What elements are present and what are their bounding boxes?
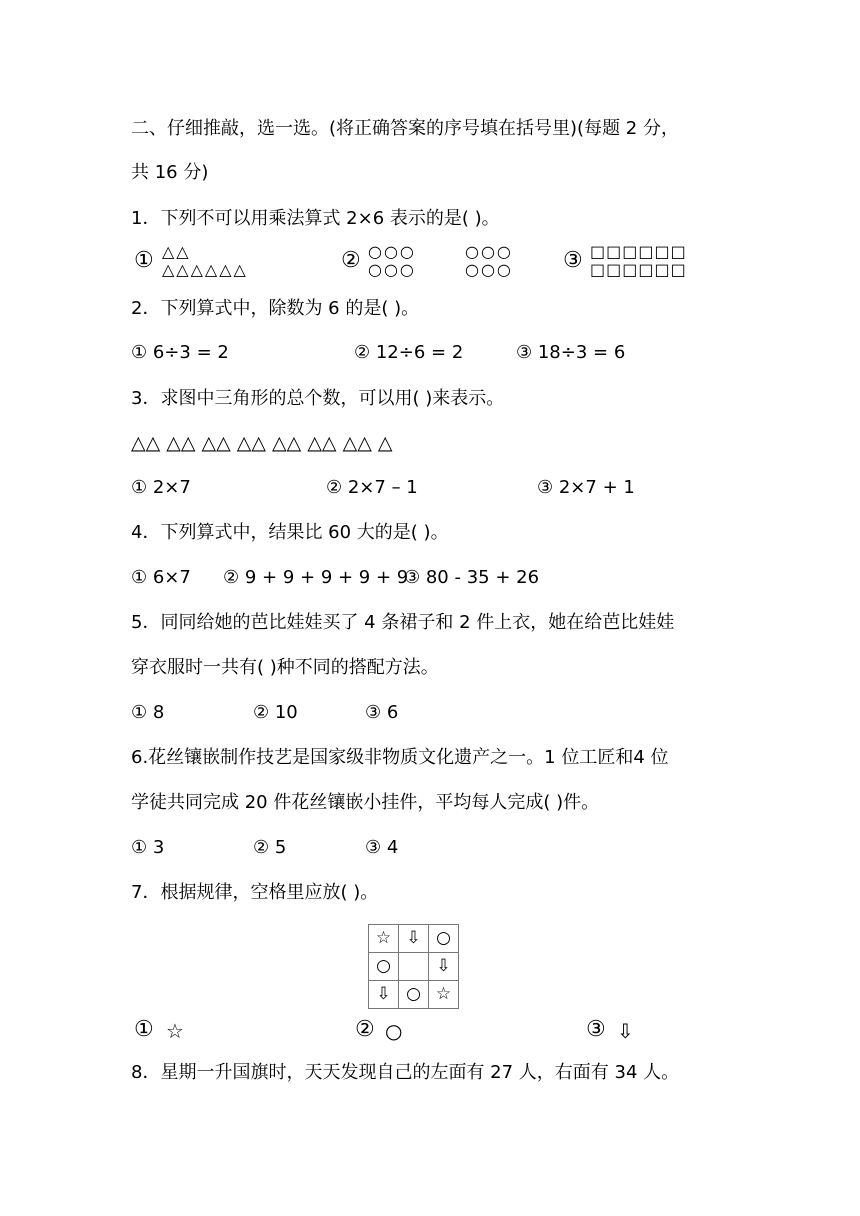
q6-option-3[interactable]: ③ 4 [365,837,399,858]
q1-option-2-circles-a-row2: ○○○ [368,260,416,279]
question-3-stem: 3．求图中三角形的总个数，可以用( )来表示。 [131,388,505,409]
section-heading-line1: 二、仔细推敲，选一选。(将正确答案的序号填在括号里)(每题 2 分， [131,118,679,139]
q4-option-3[interactable]: ③ 80 - 35 + 26 [404,567,540,588]
q1-option-3-marker[interactable]: ③ [563,248,583,273]
q7-pattern-grid [368,924,459,1009]
section-heading-line2: 共 16 分) [131,162,209,183]
grid-cell-circle-icon: ○ [429,925,459,953]
question-1-stem: 1．下列不可以用乘法算式 2×6 表示的是( )。 [131,208,500,229]
q1-option-2-circles-a-row1: ○○○ [368,242,416,261]
grid-cell-circle-icon: ○ [369,953,399,981]
grid-cell-star-icon: ☆ [429,981,459,1009]
question-5-stem-line1: 5．同同给她的芭比娃娃买了 4 条裙子和 2 件上衣，她在给芭比娃娃 [131,612,675,633]
q7-option-1-star-icon: ☆ [166,1019,184,1043]
q2-option-2[interactable]: ② 12÷6 = 2 [354,342,464,363]
q7-option-2-circle-icon: ○ [385,1019,403,1043]
q5-option-1[interactable]: ① 8 [131,702,165,723]
question-5-stem-line2: 穿衣服时一共有( )种不同的搭配方法。 [131,657,439,678]
q2-option-1[interactable]: ① 6÷3 = 2 [131,342,229,363]
q1-option-1-triangles-row2: △△△△△△ [162,260,248,279]
q4-option-1[interactable]: ① 6×7 [131,567,191,588]
q3-option-2[interactable]: ② 2×7 – 1 [326,477,418,498]
q1-option-3-squares-row2: □□□□□□ [590,260,687,279]
question-7-stem: 7．根据规律，空格里应放( )。 [131,882,379,903]
q2-option-3[interactable]: ③ 18÷3 = 6 [516,342,626,363]
grid-cell-star-icon: ☆ [369,925,399,953]
q1-option-2-circles-b-row2: ○○○ [465,260,513,279]
q1-option-2-marker[interactable]: ② [341,248,361,273]
question-6-stem-line2: 学徒共同完成 20 件花丝镶嵌小挂件，平均每人完成( )件。 [131,792,600,813]
q7-option-2-marker[interactable]: ② [355,1017,375,1042]
q3-option-1[interactable]: ① 2×7 [131,477,191,498]
q4-option-2[interactable]: ② 9 + 9 + 9 + 9 + 9 [223,567,409,588]
q5-option-2[interactable]: ② 10 [253,702,298,723]
grid-cell-down-arrow-icon: ⇩ [399,925,429,953]
q3-triangle-figure: △△ △△ △△ △△ △△ △△ △△ △ [131,432,393,454]
grid-cell-down-arrow-icon: ⇩ [369,981,399,1009]
q7-option-3-down-arrow-icon: ⇩ [617,1019,634,1043]
q1-option-2-circles-b-row1: ○○○ [465,242,513,261]
q1-option-1-marker[interactable]: ① [134,248,154,273]
grid-cell-circle-icon: ○ [399,981,429,1009]
grid-cell-blank[interactable] [399,953,429,981]
question-8-stem: 8．星期一升国旗时，天天发现自己的左面有 27 人，右面有 34 人。 [131,1062,680,1083]
question-2-stem: 2．下列算式中，除数为 6 的是( )。 [131,298,420,319]
question-6-stem-line1: 6.花丝镶嵌制作技艺是国家级非物质文化遗产之一。1 位工匠和4 位 [131,747,669,768]
q3-option-3[interactable]: ③ 2×7 + 1 [537,477,635,498]
grid-cell-down-arrow-icon: ⇩ [429,953,459,981]
q6-option-1[interactable]: ① 3 [131,837,165,858]
question-4-stem: 4．下列算式中，结果比 60 大的是( )。 [131,522,449,543]
q7-option-1-marker[interactable]: ① [134,1017,154,1042]
q6-option-2[interactable]: ② 5 [253,837,287,858]
q1-option-1-triangles-row1: △△ [162,242,191,261]
q5-option-3[interactable]: ③ 6 [365,702,399,723]
q1-option-3-squares-row1: □□□□□□ [590,242,687,261]
q7-option-3-marker[interactable]: ③ [586,1017,606,1042]
